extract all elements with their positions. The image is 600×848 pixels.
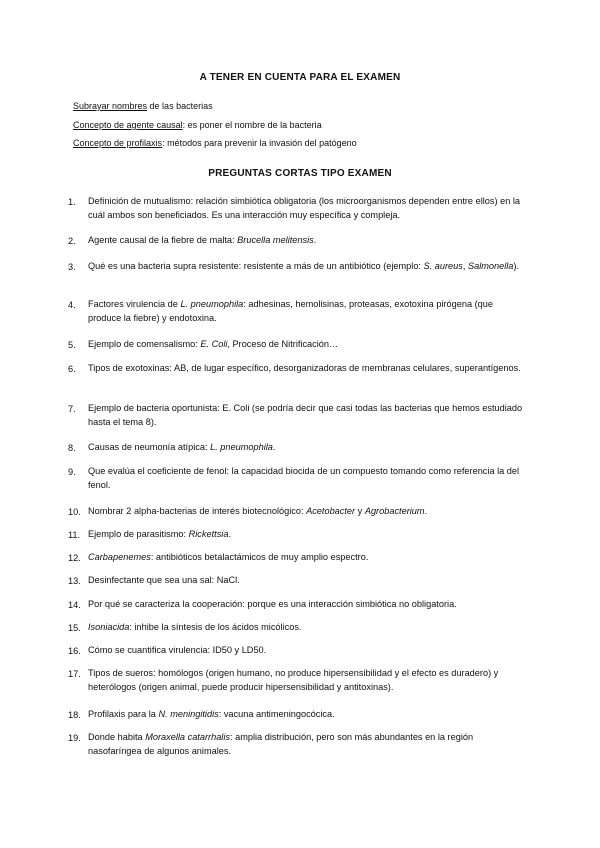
page-title: A TENER EN CUENTA PARA EL EXAMEN [199, 72, 401, 83]
question-italic-term: Rickettsia [188, 529, 229, 539]
question-italic-term: N. meningitidis [158, 709, 219, 719]
question-number: 12. [68, 553, 81, 563]
question-number: 11. [68, 530, 81, 540]
question-text-part: , [462, 261, 468, 271]
note-text: : métodos para prevenir la invasión del patógeno [162, 138, 357, 148]
question-italic-term: Brucella melitensis [237, 235, 314, 245]
question-text [88, 574, 528, 588]
question-text-part: Definición de mutualismo: relación simbiótica obligatoria (los microorganismos dependen entre ellos) en la cuál ambos son beneficiados. Es una interacción muy específica y compleja. [88, 196, 521, 220]
question-text [88, 644, 528, 658]
question-number: 6. [68, 364, 76, 374]
question-text-part: : antibióticos betalactámicos de muy amplio espectro. [150, 552, 369, 562]
question-number: 9. [68, 467, 76, 477]
question-text-part: : inhibe la síntesis de los ácidos micólicos. [129, 622, 302, 632]
question-italic-term: S. aureus [423, 261, 463, 271]
note-item [73, 120, 322, 130]
question-text [88, 441, 528, 455]
question-text-part: Qué es una bacteria supra resistente: resistente a más de un antibiótico (ejemplo: [88, 261, 424, 271]
question-text [88, 528, 528, 542]
question-text-part: . [228, 529, 231, 539]
note-text: de las bacterias [147, 101, 213, 111]
question-text [88, 234, 528, 248]
question-text-part: : adhesinas, hemolisinas, proteasas, exotoxina pirógena (que produce la fiebre) y endotoxina. [88, 299, 494, 323]
question-number: 16. [68, 646, 81, 656]
question-number: 2. [68, 236, 76, 246]
question-number: 10. [68, 507, 81, 517]
question-text-part: Que evalúa el coeficiente de fenol: la capacidad biocida de un compuesto tomando como referencia la del fenol. [88, 466, 520, 490]
question-text [88, 667, 528, 694]
question-number: 5. [68, 340, 76, 350]
question-number: 17. [68, 669, 81, 679]
question-text-part: Agente causal de la fiebre de malta: [88, 235, 238, 245]
question-text-part: , Proceso de Nitrificación… [227, 339, 339, 349]
question-text-part: ). [513, 261, 520, 271]
question-italic-term: Agrobacterium [364, 506, 425, 516]
question-italic-term: L. pneumophila [210, 442, 273, 452]
question-italic-term: Moraxella catarrhalis [145, 732, 230, 742]
question-text-part: . [313, 235, 317, 245]
question-text-part: Factores virulencia de [88, 299, 181, 309]
question-text-part: . [272, 442, 276, 452]
section-title: PREGUNTAS CORTAS TIPO EXAMEN [208, 168, 392, 179]
note-text: : es poner el nombre de la bacteria [182, 120, 322, 130]
question-number: 13. [68, 576, 81, 586]
question-text-part: Ejemplo de comensalismo: [88, 339, 201, 349]
question-number: 15. [68, 623, 81, 633]
note-item [73, 101, 213, 111]
question-number: 19. [68, 733, 81, 743]
question-text [88, 260, 528, 274]
question-text [88, 621, 528, 635]
question-number: 3. [68, 262, 76, 272]
question-number: 4. [68, 300, 76, 310]
question-text-part: Ejemplo de parasitismo: [88, 529, 189, 539]
note-label: Concepto de agente causal [73, 120, 183, 130]
question-text [88, 505, 528, 519]
question-number: 14. [68, 600, 81, 610]
question-italic-term: Carbapenemes [88, 552, 151, 562]
question-number: 8. [68, 443, 76, 453]
question-text [88, 551, 528, 565]
question-text [88, 402, 528, 429]
question-text [88, 298, 528, 325]
note-label: Concepto de profilaxis [73, 138, 163, 148]
question-text-part: Cómo se cuantifica virulencia: ID50 y LD50. [88, 645, 267, 655]
question-text-part: : amplia distribución, pero son más abundantes en la región nasofaríngea de algunos animales. [88, 732, 474, 756]
question-number: 18. [68, 710, 81, 720]
question-text-part: Tipos de exotoxinas: AB, de lugar específico, desorganizadoras de membranas celulares, superantígenos. [88, 363, 521, 373]
question-text-part: Profilaxis para la [88, 709, 159, 719]
question-text [88, 708, 528, 722]
question-text-part: y [355, 506, 365, 516]
note-label: Subrayar nombres [73, 101, 148, 111]
note-item [73, 138, 357, 148]
question-text-part: Tipos de sueros: homólogos (origen humano, no produce hipersensibilidad y el efecto es duradero) y heterólogos (origen animal, puede producir hipersensibilidad y antitoxinas). [88, 668, 499, 692]
question-text [88, 731, 528, 758]
question-text-part: : vacuna antimeningocócica. [218, 709, 335, 719]
question-text [88, 195, 528, 222]
question-italic-term: E. Coli [200, 339, 228, 349]
question-number: 1. [68, 197, 76, 207]
question-text-part: Ejemplo de bacteria oportunista: E. Coli (se podría decir que casi todas las bacterias que hemos estudiado hasta el tema 8). [88, 403, 523, 427]
question-text [88, 598, 528, 612]
question-text-part: . [424, 506, 428, 516]
question-text-part: Por qué se caracteriza la cooperación: porque es una interacción simbiótica no obligatoria. [88, 599, 457, 609]
question-text-part: Nombrar 2 alpha-bacterias de interés biotecnológico: [88, 506, 307, 516]
question-text-part: Desinfectante que sea una sal: NaCl. [88, 575, 240, 585]
question-italic-term: L. pneumophila [180, 299, 244, 309]
question-text-part: Donde habita [88, 732, 146, 742]
question-text [88, 338, 528, 352]
question-italic-term: Acetobacter [306, 506, 356, 516]
question-number: 7. [68, 404, 76, 414]
question-text [88, 465, 528, 492]
question-text-part: Causas de neumonía atípica: [88, 442, 211, 452]
question-text [88, 362, 528, 376]
question-italic-term: Isoniacida [88, 622, 130, 632]
question-italic-term: Salmonella [467, 261, 514, 271]
